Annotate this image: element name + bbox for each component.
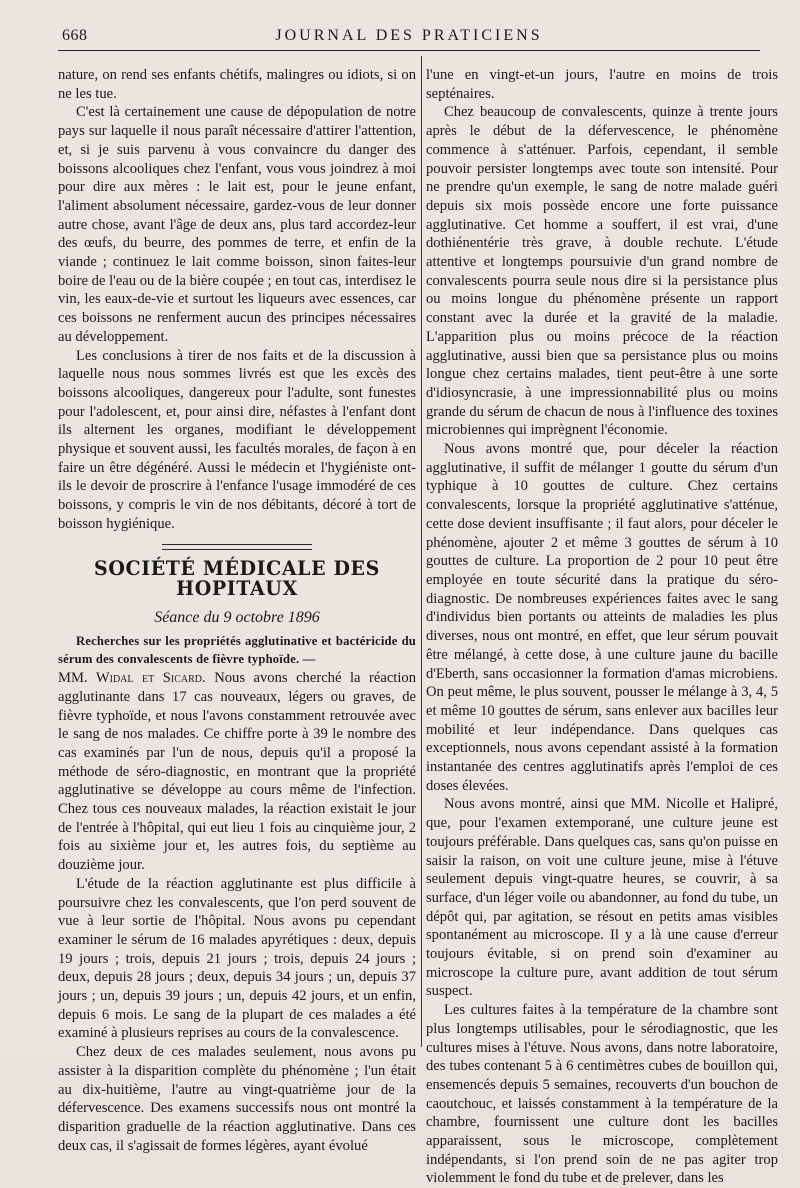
session-date: Séance du 9 octobre 1896 (154, 608, 320, 626)
paragraph: Chez beaucoup de convalescents, quinze à trente jours après le début de la défervescence, le phénomène commence à s'atténuer. Parfois, cependant, il semble pouvoir persister longtemps avec toute son intensité. Pour ne prendre qu'un exemple, le sang de notre malade guéri depuis six mois possède encore une forte puissance agglutinative. Cet homme a souffert, il est vrai, d'une dothiénentérie très grave, à double rechute. L'étude attentive et longtemps poursuivie d'un grand nombre de convalescents pourra seule nous dire si la persistance plus ou moins longue du phénomène présente un rapport constant avec la durée et la gravité de la maladie. L'apparition plus ou moins précoce de la réaction agglutinative, aussi bien que sa persistance plus ou moins longue chez certains malades, tient peut-être à une sorte d'idiosyncrasie, à une impressionnabilité plus ou moins grande du sérum de chacun de nous à l'influence des toxines microbiennes qui imprègnent l'économie. (426, 104, 778, 439)
journal-title: JOURNAL DES PRATICIENS (275, 27, 543, 44)
left-column (58, 66, 417, 1154)
paragraph: l'une en vingt-et-un jours, l'autre en moins de trois septénaires. (426, 67, 778, 102)
subject-text: Recherches sur les propriétés agglutinative et bactéricide du sérum des convalescents de fièvre typhoïde. — (58, 633, 416, 667)
paragraph: Les cultures faites à la température de la chambre sont plus longtemps utilisables, pour le sérodiagnostic, que les cultures mises à l'étuve. Nous avons, dans notre laboratoire, des tubes contenant 5 à 6 centimètres cubes de bouillon qui, ensemencés depuis 5 semaines, recouverts d'un bouchon de caoutchouc, et laissés constamment à la température de la chambre, fournissent une culture dont les bacilles apparaissent, sous le microscope, complètement indépendants, si l'on prend soin de ne pas agiter trop violemment le fond du tube et de prelever, dans les (426, 1002, 778, 1187)
paragraph: nature, on rend ses enfants chétifs, malingres ou idiots, si on ne les tue. (58, 67, 416, 102)
column-divider (421, 56, 422, 1047)
paragraph: Nous avons montré, ainsi que MM. Nicolle et Halipré, que, pour l'examen extemporané, une culture jeune est toujours préférable. Dans quelques cas, sans qu'on puisse en saisir la raison, on voit une culture jeune, mise à l'étuve seulement depuis vingt-quatre heures, se couvrir, à sa surface, d'un léger voile ou abandonner, au fond du tube, un dépôt qui, par agitation, se résout en petits amas visibles spontanément au microscope. Il y a là une cause d'erreur toujours évitable, si on prend soin d'examiner au microscope la culture pure, avant addition de tout sérum suspect. (426, 796, 778, 1000)
right-column (426, 66, 778, 1187)
paragraph: L'étude de la réaction agglutinante est plus difficile à poursuivre chez les convalescents, que l'on perd souvent de vue à leur sortie de l'hôpital. Nous avons pu cependant examiner le sérum de 16 malades apyrétiques : deux, depuis 19 jours ; trois, depuis 21 jours ; trois, depuis 24 jours ; deux, depuis 28 jours ; deux, depuis 34 jours ; un, depuis 37 jours ; un, depuis 39 jours ; un, depuis 42 jours, et un enfin, depuis 6 mois. Le sang de la plupart de ces malades a été examiné à plusieurs reprises au cours de la convalescence. (58, 875, 416, 1042)
page-number: 668 (62, 27, 88, 44)
section-separator (162, 544, 312, 550)
paragraph (58, 669, 416, 875)
paragraph: Les conclusions à tirer de nos faits et de la discussion à laquelle nous nous sommes livrés est que les excès des boissons alcooliques, dangereux pour l'adulte, sont funestes pour l'adolescent, et, pour ainsi dire, néfastes à l'enfant dont ils alternent les organes, modifiant le développement physique et souvent aussi, les facultés morales, de façon à en faire un être dégénéré. Aussi le médecin et l'hygiéniste ont-ils le devoir de proscrire à l'enfance l'usage immodéré de ces boissons, y compris le vin de nos débitants, décoré à tort de boisson hygiénique. (58, 347, 416, 532)
paragraph: Nous avons montré que, pour déceler la réaction agglutinative, il suffit de mélanger 1 goutte du sérum d'un typhique à 10 gouttes de culture. Chez certains convalescents, lorsque la propriété agglutinative s'atténue, cette dose devient insuffisante ; il faut alors, pour déceler le phénomène, ajouter 2 et même 3 gouttes de sérum à 10 gouttes de culture. La proportion de 2 pour 10 peut être employée en toute sécurité dans la pratique du séro-diagnostic. De nombreuses expériences faites avec le sang d'individus bien portants ou atteints de maladies les plus diverses, nous ont montré, en effet, que leur sérum pouvait être mélangé, à cette dose, à une culture jaune du bacille d'Eberth, sans occasionner la formation d'amas microbiens. On peut même, le plus souvent, pousser le mélange à 3, 4, 5 et même 10 gouttes de sérum, sans enlever aux bacilles leur mobilité et leur indépendance. Dans quelques cas exceptionnels, nous avons cependant assisté à la formation instantanée des centres agglutinatifs après l'emploi de ces doses élevées. (426, 441, 778, 794)
paragraph-text: Nous avons cherché la réaction agglutinante dans 17 cas nouveaux, légers ou graves, de fièvre typhoïde, et nous l'avons constamment retrouvée avec le sang de nos malades. Ce chiffre porte à 39 le nombre des cas examinés par l'un de nous, depuis qu'il a proposé la méthode de séro-diagnostic, en montrant que la propriété agglutinative se développe au cours même de l'infection. Chez tous ces nouveaux malades, la réaction existait le jour de l'entrée à l'hôpital, qui eut lieu 1 fois au cinquième jour, 2 fois au sixième jour et, les autres fois, du septième au douzième jour. (58, 670, 417, 874)
section-title: SOCIÉTÉ MÉDICALE DES HOPITAUX (94, 556, 380, 600)
authors: MM. Widal et Sicard. (58, 670, 206, 687)
article-subject (58, 632, 416, 669)
running-head (58, 24, 760, 51)
paragraph: C'est là certainement une cause de dépopulation de notre pays sur laquelle il nous paraît nécessaire d'attirer l'attention, et, si je suis parvenu à vous convaincre du danger des boissons alcooliques chez l'enfant, vous vous joindrez à moi pour dire aux mères : le lait est, pour le jeune enfant, l'aliment absolument nécessaire, gardez-vous de leur donner autre chose, avant l'âge de deux ans, plus tard accordez-leur des œufs, du beurre, des pommes de terre, et enfin de la viande ; continuez le lait comme boisson, sinon faites-leur boire de l'eau ou de la bière coupée ; en tout cas, interdisez le vin, les eaux-de-vie et surtout les liqueurs avec essences, car ces boissons ne renferment aucun des principes nécessaires au développement. (58, 104, 416, 345)
paragraph: Chez deux de ces malades seulement, nous avons pu assister à la disparition complète du phénomène ; l'un était au dix-huitième, l'autre au vingt-quatrième jour de la défervescence. Des examens successifs nous ont montré la disparition graduelle de la réaction agglutinative. Dans ces deux cas, il s'agissait de formes légères, ayant évolué (58, 1044, 416, 1154)
